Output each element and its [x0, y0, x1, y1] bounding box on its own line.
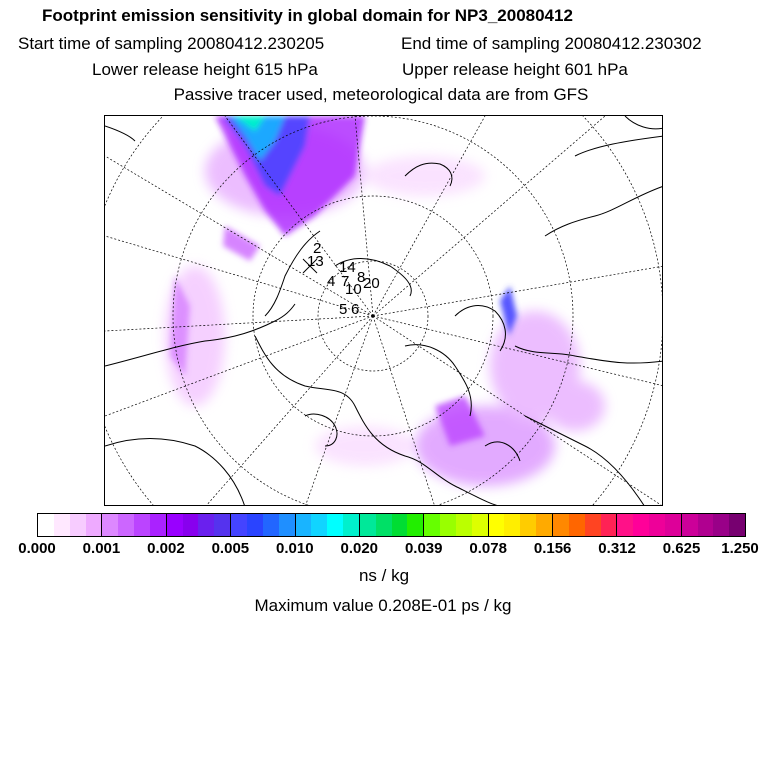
release-markers: [303, 240, 380, 318]
colorbar-tick-label: 0.039: [404, 540, 443, 557]
colorbar-segment: [296, 514, 312, 536]
marker-label: 8: [357, 269, 366, 286]
colorbar-tick-label: 0.005: [211, 540, 250, 557]
marker-label: 20: [363, 275, 380, 292]
colorbar-segment: [134, 514, 150, 536]
colorbar-segment: [585, 514, 601, 536]
colorbar-segment: [247, 514, 263, 536]
colorbar-segment: [698, 514, 714, 536]
sensitivity-field: [165, 116, 605, 486]
upper-release-height: Upper release height 601 hPa: [402, 60, 628, 79]
colorbar-segment: [649, 514, 665, 536]
footprint-map: [104, 115, 663, 506]
colorbar-segment: [617, 514, 633, 536]
colorbar-segment: [279, 514, 296, 536]
marker-label: 7: [341, 273, 350, 290]
page-title: Footprint emission sensitivity in global domain for NP3_20080412: [42, 6, 573, 25]
colorbar-segment: [553, 514, 569, 536]
colorbar-tick-label: 1.250: [721, 540, 759, 557]
colorbar-tick-label: 0.010: [276, 540, 314, 557]
colorbar-segment: [633, 514, 649, 536]
colorbar-segment: [343, 514, 360, 536]
colorbar-segment: [472, 514, 489, 536]
colorbar-segment: [713, 514, 729, 536]
colorbar-segment: [424, 514, 440, 536]
colorbar-tick-label: 0.312: [598, 540, 636, 557]
colorbar-segment: [682, 514, 698, 536]
colorbar-segment: [520, 514, 536, 536]
colorbar-segment: [376, 514, 392, 536]
colorbar-segment: [440, 514, 456, 536]
tracer-note: Passive tracer used, meteorological data are from GFS: [173, 85, 589, 104]
colorbar-segment: [456, 514, 472, 536]
marker-label: 5: [339, 301, 348, 318]
colorbar-segment: [665, 514, 682, 536]
colorbar-tick-label: 0.000: [18, 540, 56, 557]
colorbar-tick-label: 0.625: [662, 540, 701, 557]
colorbar-tick-label: 0.002: [147, 540, 185, 557]
colorbar-segment: [407, 514, 424, 536]
release-heights: [92, 60, 768, 80]
colorbar-segment: [392, 514, 408, 536]
marker-label: 10: [345, 281, 362, 298]
colorbar-segment: [183, 514, 199, 536]
colorbar-segment: [311, 514, 327, 536]
map-canvas: [105, 116, 663, 506]
start-time: Start time of sampling 20080412.230205: [18, 34, 325, 53]
colorbar-segment: [729, 514, 745, 536]
colorbar-tick-label: 0.078: [469, 540, 507, 557]
colorbar-segment: [150, 514, 167, 536]
colorbar-segment: [86, 514, 103, 536]
colorbar-segment: [601, 514, 618, 536]
end-time: End time of sampling 20080412.230302: [401, 34, 702, 53]
colorbar-segment: [263, 514, 279, 536]
colorbar-segment: [167, 514, 183, 536]
marker-label: 6: [351, 301, 360, 318]
maximum-value: Maximum value 0.208E-01 ps / kg: [254, 596, 512, 615]
colorbar-segment: [489, 514, 505, 536]
colorbar-segment: [70, 514, 86, 536]
colorbar-segment: [214, 514, 231, 536]
colorbar-segment: [231, 514, 247, 536]
colorbar-segment: [118, 514, 134, 536]
colorbar-segment: [54, 514, 70, 536]
colorbar-tick-label: 0.020: [340, 540, 379, 557]
lower-release-height: Lower release height 615 hPa: [92, 60, 318, 79]
colorbar-segment: [38, 514, 54, 536]
marker-label: 14: [339, 259, 356, 276]
colorbar-segment: [536, 514, 553, 536]
colorbar-segment: [102, 514, 118, 536]
colorbar: [37, 513, 746, 537]
colorbar-tick-label: 0.001: [82, 540, 121, 557]
marker-label: 13: [307, 253, 324, 270]
colorbar-segment: [504, 514, 520, 536]
colorbar-tick-label: 0.156: [533, 540, 572, 557]
colorbar-units: ns / kg: [358, 566, 410, 585]
marker-label: 4: [327, 273, 336, 290]
colorbar-segment: [198, 514, 214, 536]
sampling-times: [18, 34, 768, 54]
marker-label: 2: [313, 240, 322, 257]
colorbar-segment: [569, 514, 585, 536]
colorbar-segment: [327, 514, 343, 536]
colorbar-segment: [360, 514, 376, 536]
